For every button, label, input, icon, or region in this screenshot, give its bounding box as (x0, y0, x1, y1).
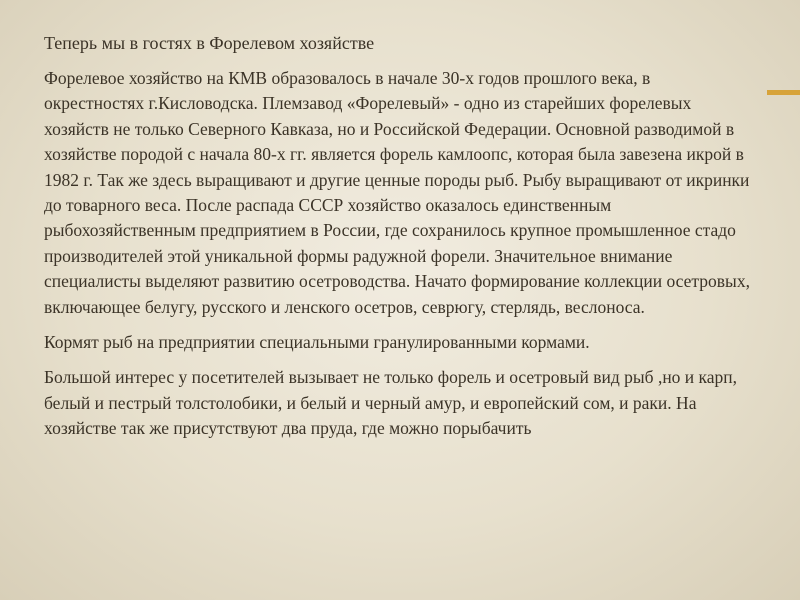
paragraph-history: Форелевое хозяйство на КМВ образовалось в начале 30-х годов прошлого века, в окрестностях г.Кисловодска. Племзавод «Форелевый» - одно из старейших форелевых хозяйств не только Северного Кавказа, но и Российской Федерации. Основной разводимой в хозяйстве породой с начала 80-х гг. является форель камлоопс, которая была завезена икрой в 1982 г. Так же здесь выращивают и другие ценные породы рыб. Рыбу выращивают от икринки до товарного веса. После распада СССР хозяйство оказалось единственным рыбохозяйственным предприятием в России, где сохранилось крупное промышленное стадо производителей этой уникальной формы радужной форели. Значительное внимание специалисты выделяют развитию осетроводства. Начато формирование коллекции осетровых, включающее белугу, русского и ленского осетров, севрюгу, стерлядь, веслоноса. (44, 68, 750, 317)
paragraph-visitors: Большой интерес у посетителей вызывает не только форель и осетровый вид рыб ,но и карп, белый и пестрый толстолобики, и белый и черный амур, и европейский сом, и раки. На хозяйстве так же присутствуют два пруда, где можно порыбачить (44, 367, 738, 439)
slide-content (44, 32, 754, 452)
slide-title: Теперь мы в гостях в Форелевом хозяйстве (44, 33, 375, 53)
accent-stripe (767, 90, 800, 95)
paragraph-feeding: Кормят рыб на предприятии специальными гранулированными кормами. (44, 332, 590, 353)
